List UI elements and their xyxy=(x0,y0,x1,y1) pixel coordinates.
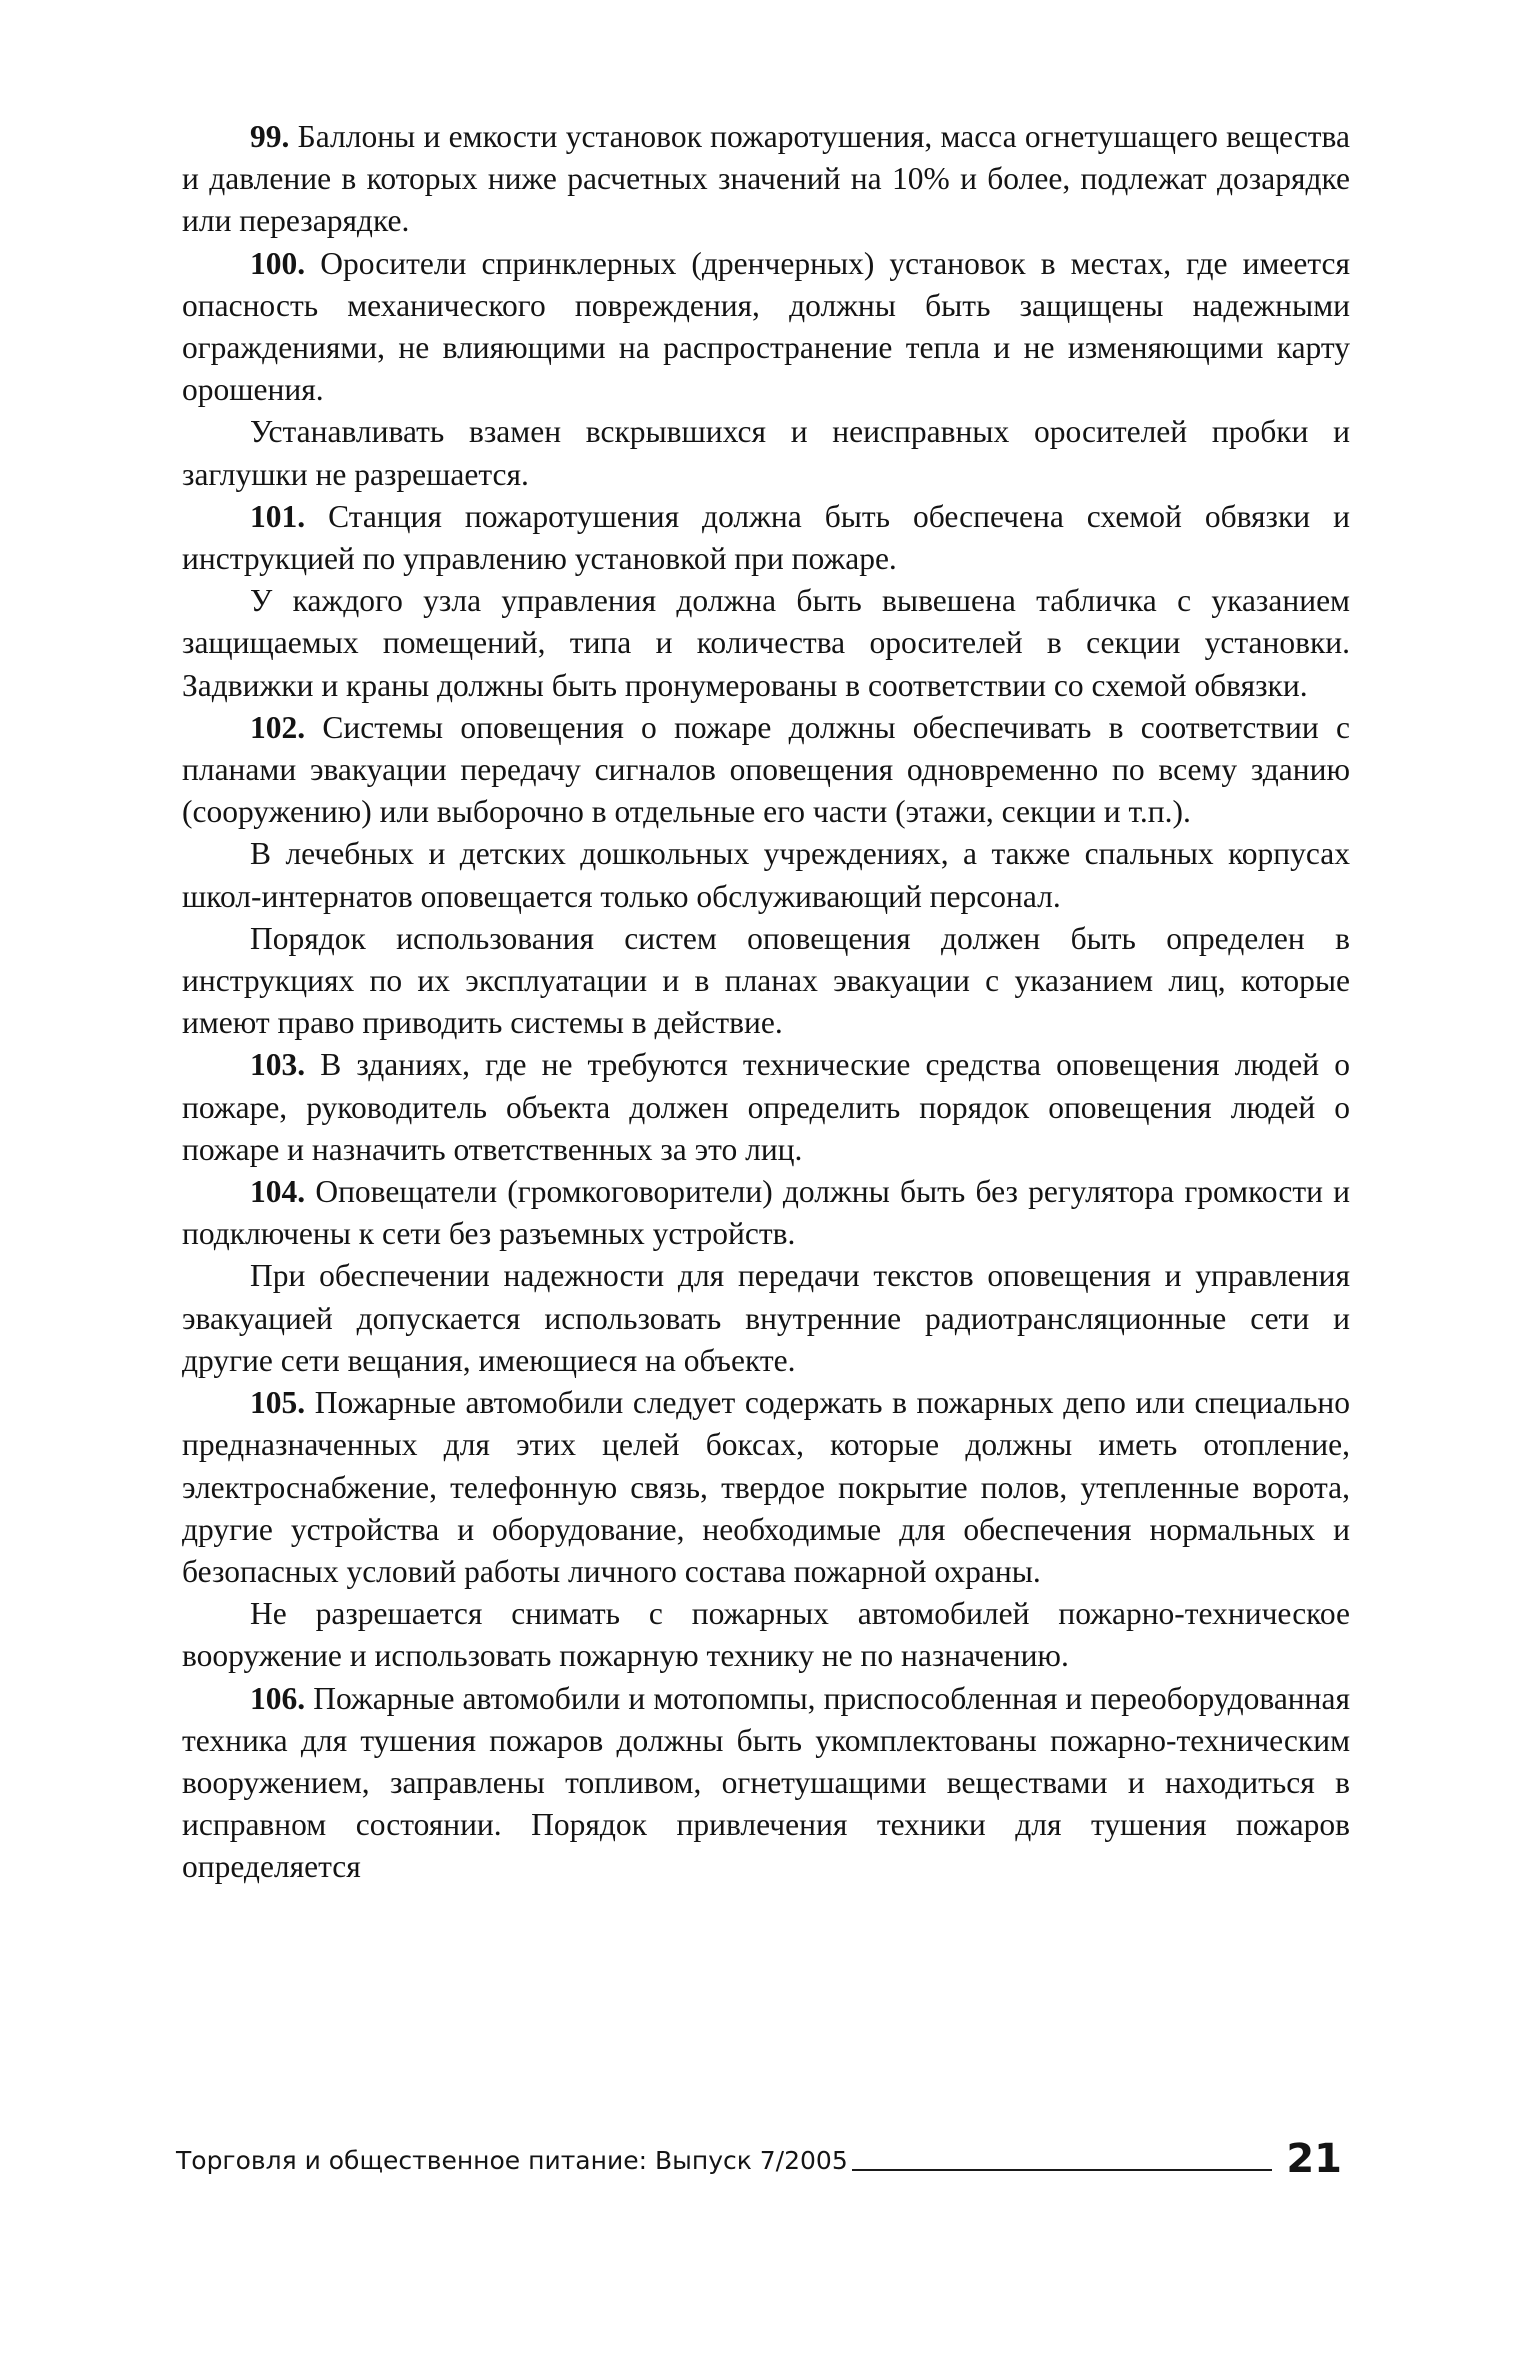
paragraph-101 xyxy=(182,496,1350,580)
publication-title: Торговля и общественное питание: Выпуск 7/2005 xyxy=(176,2146,848,2175)
page-footer xyxy=(176,2138,1350,2188)
paragraph-text: В лечебных и детских дошкольных учреждениях, а также спальных корпусах школ-интернатов оповещается только обслуживающий персонал. xyxy=(182,836,1350,914)
page-number: 21 xyxy=(1286,2136,1342,2182)
paragraph-text: Системы оповещения о пожаре должны обеспечивать в соответствии с планами эвакуации передачу сигналов оповещения одновременно по всему зданию (сооружению) или выборочно в отдельные его части (этажи, секции и т.п.). xyxy=(182,709,1350,830)
paragraph-100 xyxy=(182,243,1350,412)
paragraph-105 xyxy=(182,1382,1350,1593)
paragraph-100-cont xyxy=(182,411,1350,495)
item-number: 102. xyxy=(250,709,306,745)
paragraph-text: Оросители спринклерных (дренчерных) установок в местах, где имеется опасность механического повреждения, должны быть защищены надежными ограждениями, не влияющими на распространение тепла и не изменяющими карту орошения. xyxy=(182,245,1350,408)
paragraph-text: Пожарные автомобили и мотопомпы, приспособленная и переоборудованная техника для тушения пожаров должны быть укомплектованы пожарно-техническим вооружением, заправлены топливом, огнетушащими веществами и находиться в исправном состоянии. Порядок привлечения техники для тушения пожаров определяется xyxy=(182,1680,1350,1885)
paragraph-text: При обеспечении надежности для передачи текстов оповещения и управления эвакуацией допускается использовать внутренние радиотрансляционные сети и другие сети вещания, имеющиеся на объекте. xyxy=(182,1258,1350,1378)
paragraph-text: У каждого узла управления должна быть вывешена табличка с указанием защищаемых помещений, типа и количества оросителей в секции установки. Задвижки и краны должны быть пронумерованы в соответствии со схемой обвязки. xyxy=(182,583,1350,703)
paragraph-text: Не разрешается снимать с пожарных автомобилей пожарно-техническое вооружение и использовать пожарную технику не по назначению. xyxy=(182,1596,1350,1674)
item-number: 100. xyxy=(250,245,306,281)
item-number: 101. xyxy=(250,498,306,534)
paragraph-106 xyxy=(182,1678,1350,1889)
paragraph-text: Оповещатели (громкоговорители) должны быть без регулятора громкости и подключены к сети без разъемных устройств. xyxy=(182,1174,1350,1252)
paragraph-102 xyxy=(182,707,1350,834)
paragraph-103 xyxy=(182,1044,1350,1171)
item-number: 99. xyxy=(250,119,290,154)
paragraph-102-cont-2 xyxy=(182,918,1350,1045)
footer-rule xyxy=(852,2169,1272,2171)
item-number: 104. xyxy=(250,1174,306,1210)
paragraph-text: Устанавливать взамен вскрывшихся и неисправных оросителей пробки и заглушки не разрешается. xyxy=(182,414,1350,492)
item-number: 103. xyxy=(250,1047,306,1083)
paragraph-text: Пожарные автомобили следует содержать в пожарных депо или специально предназначенных для этих целей боксах, которые должны иметь отопление, электроснабжение, телефонную связь, твердое покрытие полов, утепленные ворота, другие устройства и оборудование, необходимые для обеспечения нормальных и безопасных условий работы личного состава пожарной охраны. xyxy=(182,1385,1350,1589)
paragraph-105-cont xyxy=(182,1593,1350,1677)
paragraph-104-cont xyxy=(182,1255,1350,1382)
paragraph-99 xyxy=(182,116,1350,243)
paragraph-104 xyxy=(182,1171,1350,1255)
paragraph-text: В зданиях, где не требуются технические средства оповещения людей о пожаре, руководитель объекта должен определить порядок оповещения людей о пожаре и назначить ответственных за это лиц. xyxy=(182,1047,1350,1167)
item-number: 105. xyxy=(250,1385,306,1421)
item-number: 106. xyxy=(250,1680,306,1716)
paragraph-102-cont-1 xyxy=(182,833,1350,917)
paragraph-text: Порядок использования систем оповещения должен быть определен в инструкциях по их эксплуатации и в планах эвакуации с указанием лиц, которые имеют право приводить системы в действие. xyxy=(182,920,1350,1041)
paragraph-101-cont xyxy=(182,580,1350,707)
paragraph-text: Станция пожаротушения должна быть обеспечена схемой обвязки и инструкцией по управлению установкой при пожаре. xyxy=(182,498,1350,577)
paragraph-text: Баллоны и емкости установок пожаротушения, масса огнетушащего вещества и давление в которых ниже расчетных значений на 10% и более, подлежат дозарядке или перезарядке. xyxy=(182,119,1350,239)
body-text xyxy=(182,116,1350,1889)
